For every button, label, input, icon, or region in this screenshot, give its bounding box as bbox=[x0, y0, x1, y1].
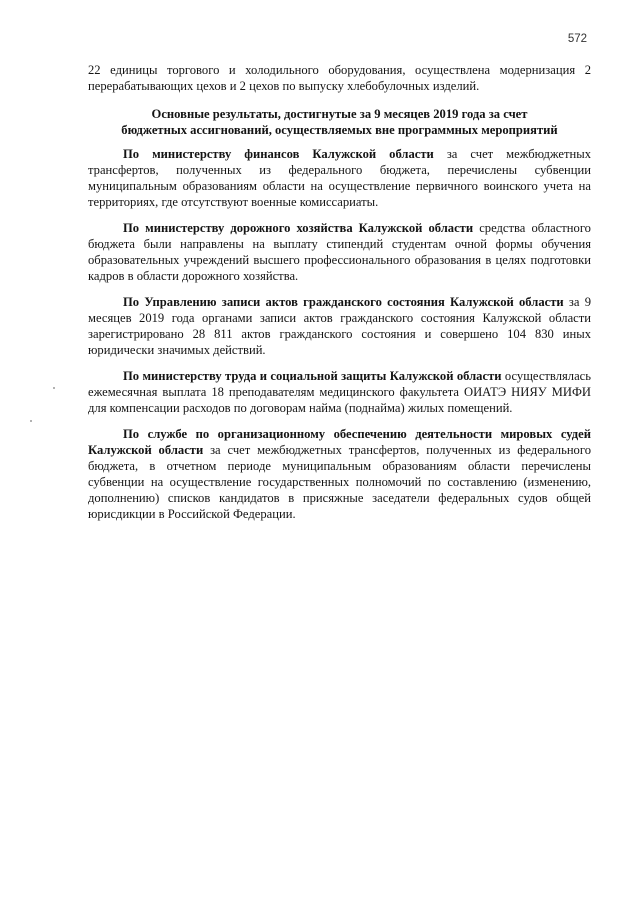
scan-speck bbox=[30, 420, 32, 422]
paragraph-text: за счет межбюджетных трансфертов, полученных из федерального бюджета, перечислены субвенции муниципальным образованиям области на осуществление первичного воинского учета на территориях, где отсутствуют военные комиссариаты. bbox=[88, 147, 591, 209]
paragraph-text: за 9 месяцев 2019 года органами записи актов гражданского состояния Калужской области зарегистрировано 28 811 актов гражданского состояния и совершено 104 830 иных юридически значимых действий. bbox=[88, 295, 591, 357]
org-name: По министерству труда и социальной защиты Калужской области bbox=[123, 369, 502, 383]
org-name: По министерству финансов Калужской области bbox=[123, 147, 434, 161]
paragraph-labor-ministry bbox=[88, 368, 591, 416]
paragraph-finance-ministry bbox=[88, 146, 591, 210]
org-name: По Управлению записи актов гражданского состояния Калужской области bbox=[123, 295, 564, 309]
section-heading bbox=[88, 106, 591, 138]
org-name: По министерству дорожного хозяйства Калужской области bbox=[123, 221, 474, 235]
intro-paragraph: 22 единицы торгового и холодильного оборудования, осуществлена модернизация 2 перерабатывающих цехов и 2 цехов по выпуску хлебобулочных изделий. bbox=[88, 63, 591, 93]
paragraph-text: за счет межбюджетных трансфертов, полученных из федерального бюджета, в отчетном периоде муниципальным образованиям области перечислены субвенции на осуществление государственных полномочий по составлению (изменению, дополнению) списков кандидатов в присяжные заседатели федеральных судов общей юрисдикции в Российской Федерации. bbox=[88, 443, 592, 521]
paragraph-road-ministry bbox=[88, 220, 591, 284]
scan-speck bbox=[53, 387, 55, 389]
paragraph-text: осуществлялась ежемесячная выплата 18 преподавателям медицинского факультета ОИАТЭ НИЯУ МИФИ для компенсации расходов по договорам найма (поднайма) жилых помещений. bbox=[88, 369, 591, 415]
paragraph-justices-service bbox=[88, 426, 591, 522]
paragraph-text: средства областного бюджета были направлены на выплату стипендий студентам очной формы обучения образовательных учреждений высшего профессионального образования в целях подготовки кадров в области дорожного хозяйства. bbox=[88, 221, 591, 283]
section-heading-line-2: бюджетных ассигнований, осуществляемых вне программных мероприятий bbox=[121, 123, 558, 137]
page-number: 572 bbox=[567, 33, 587, 45]
org-name: По службе по организационному обеспечению деятельности мировых судей Калужской области bbox=[88, 427, 591, 457]
section-heading-line-1: Основные результаты, достигнутые за 9 месяцев 2019 года за счет bbox=[151, 107, 528, 121]
document-body bbox=[88, 62, 591, 532]
paragraph-civil-registry bbox=[88, 294, 591, 358]
